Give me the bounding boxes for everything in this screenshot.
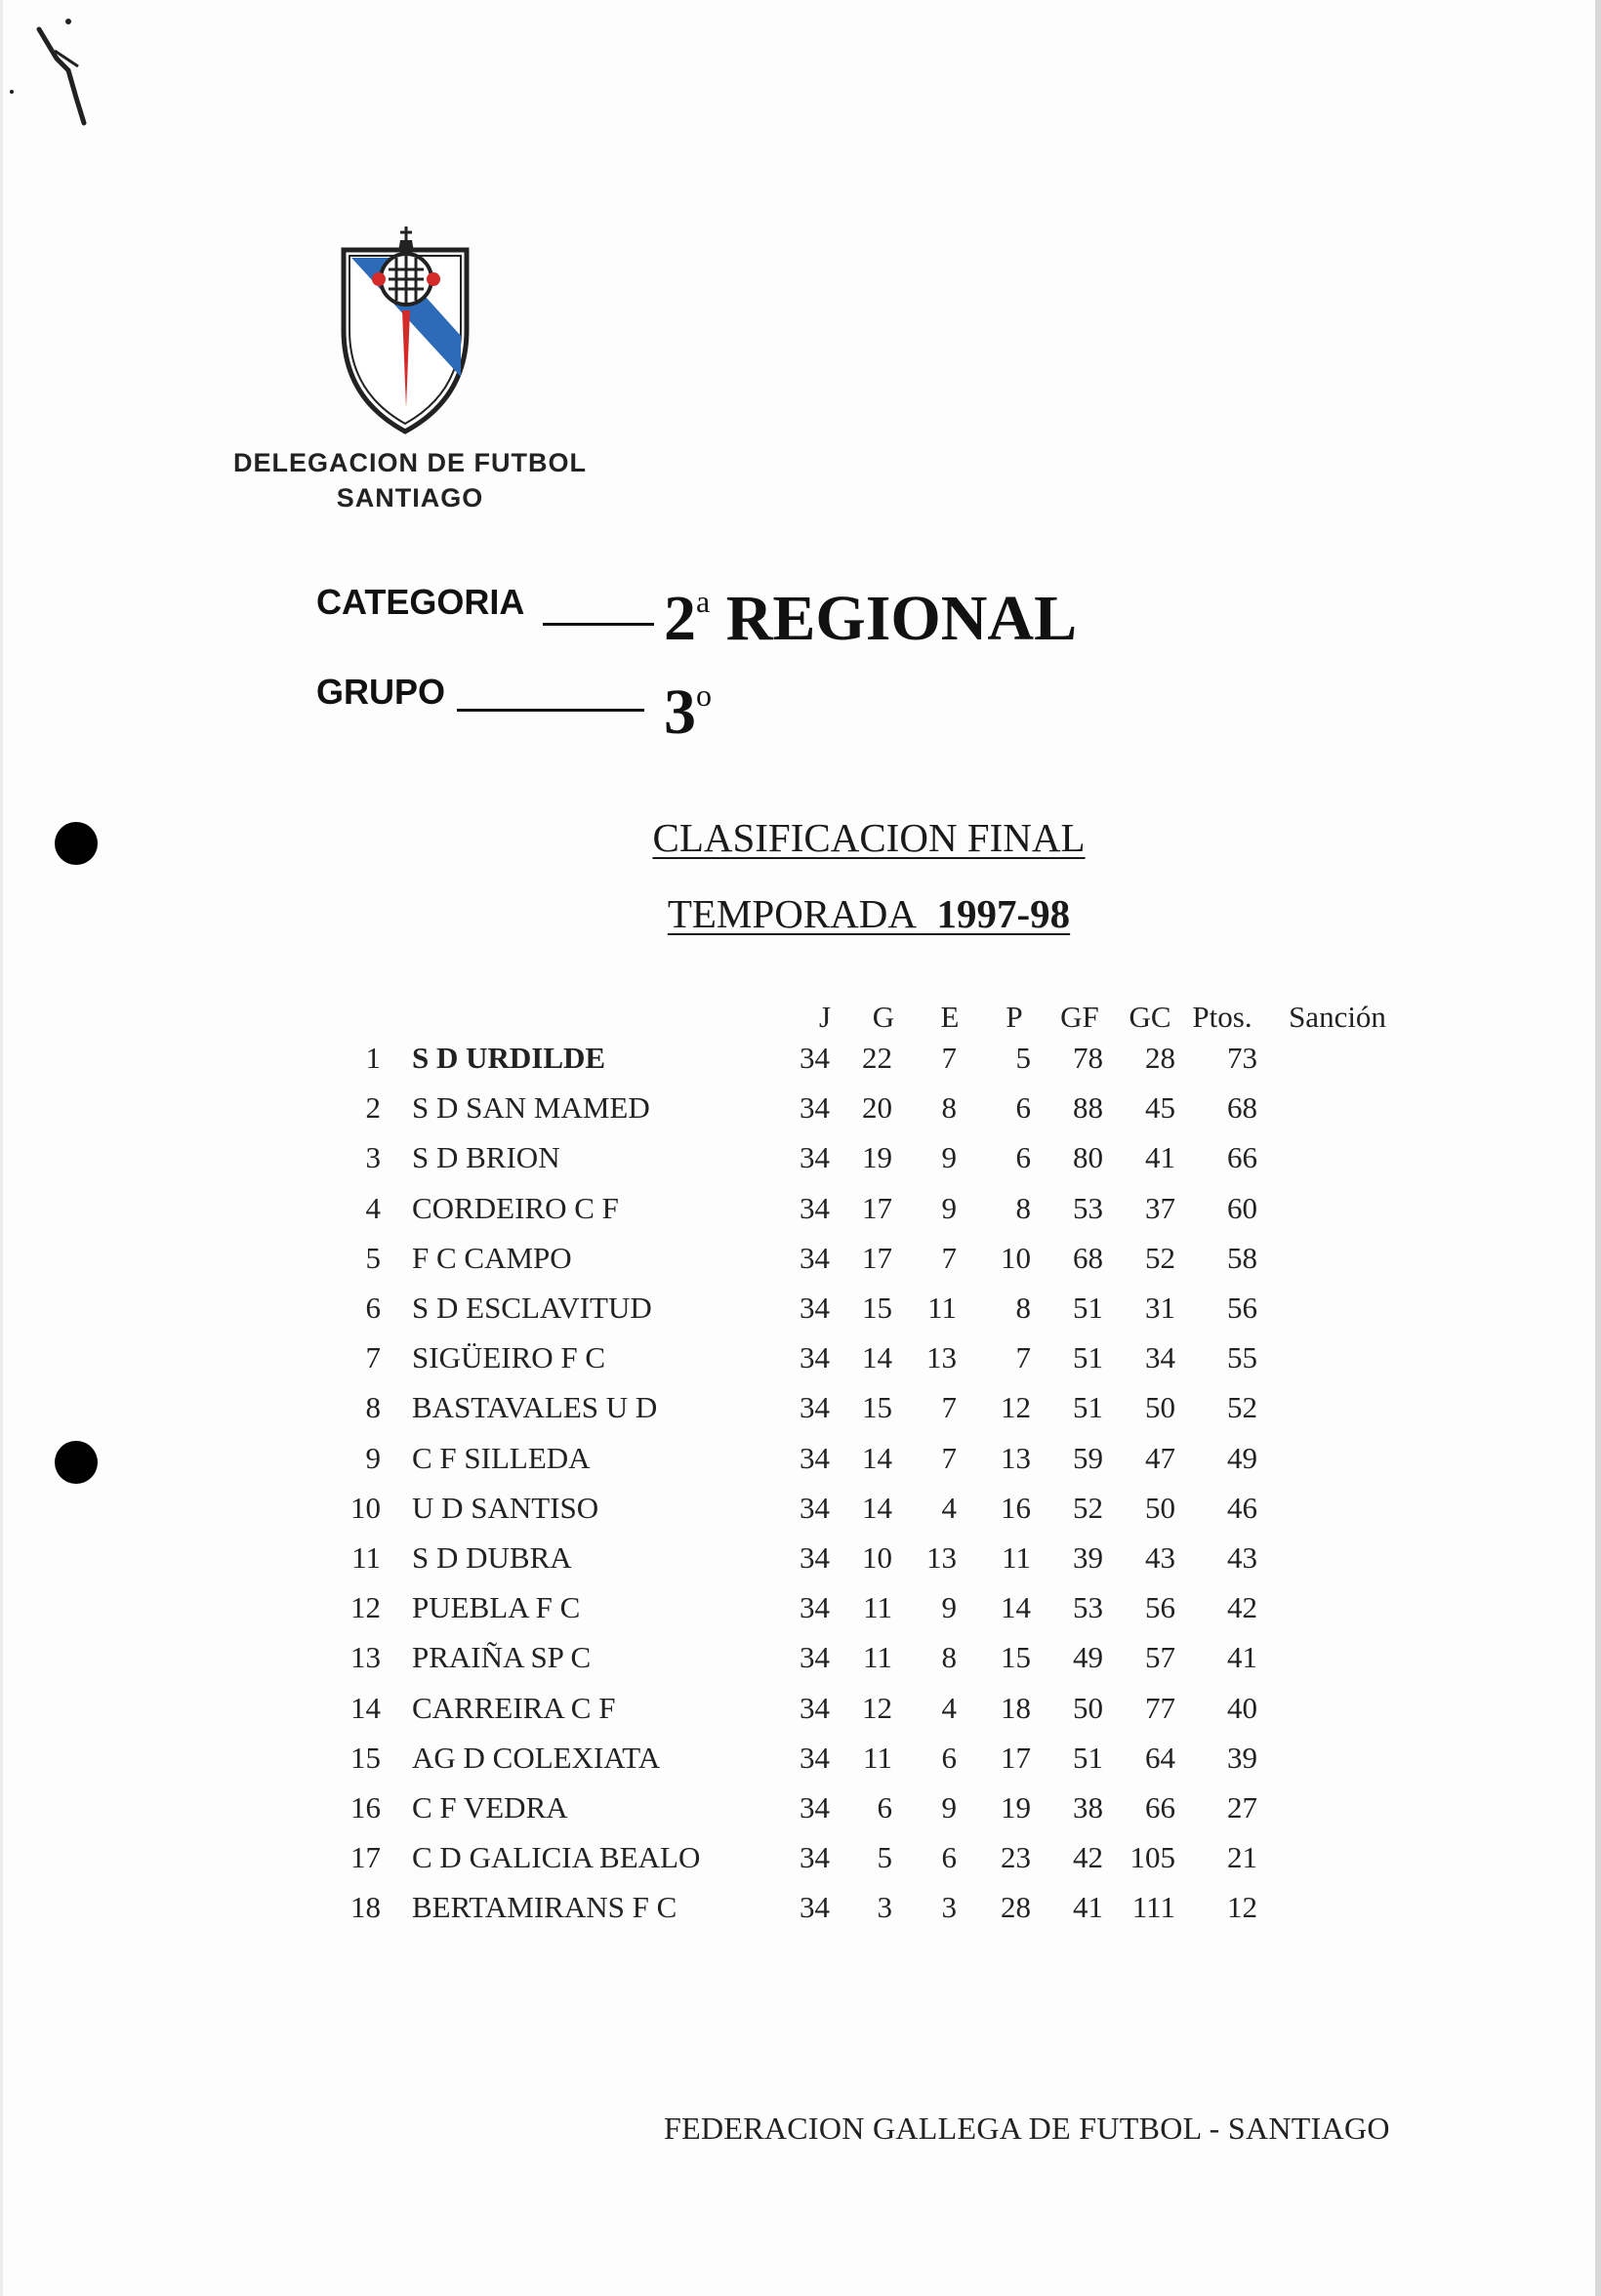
delegation-line-1: DELEGACION DE FUTBOL (233, 448, 587, 477)
cell-pos: 10 (350, 1490, 381, 1525)
col-header-g: G (872, 1000, 895, 1034)
table-row (0, 1790, 1601, 1840)
cell-gf: 51 (1073, 1740, 1103, 1775)
federation-crest-logo (332, 223, 478, 439)
cell-gf: 52 (1073, 1490, 1103, 1525)
cell-j: 34 (800, 1240, 830, 1275)
cell-pos: 4 (365, 1190, 381, 1225)
cell-e: 8 (941, 1640, 957, 1675)
cell-g: 20 (862, 1090, 892, 1126)
cell-e: 8 (941, 1090, 957, 1126)
categoria-underline (543, 623, 654, 626)
cell-j: 34 (800, 1690, 830, 1725)
table-row (0, 1390, 1601, 1440)
cell-gc: 31 (1145, 1291, 1175, 1325)
col-header-e: E (940, 1000, 960, 1034)
cell-team: CORDEIRO C F (412, 1190, 619, 1225)
cell-e: 4 (941, 1490, 957, 1525)
cell-e: 7 (941, 1440, 957, 1475)
cell-p: 11 (1002, 1540, 1031, 1575)
cell-gc: 34 (1145, 1340, 1175, 1375)
col-header-p: P (1006, 1000, 1023, 1034)
cell-pos: 9 (365, 1440, 381, 1475)
cell-pts: 49 (1227, 1440, 1257, 1475)
cell-j: 34 (800, 1490, 830, 1525)
cell-team: S D SAN MAMED (412, 1090, 650, 1126)
cell-team: PUEBLA F C (412, 1590, 581, 1625)
cell-e: 9 (941, 1190, 957, 1225)
cell-e: 4 (941, 1690, 957, 1725)
cell-p: 16 (1001, 1490, 1031, 1525)
cell-pos: 3 (365, 1140, 381, 1175)
col-header-gc: GC (1129, 1000, 1171, 1034)
cell-g: 11 (863, 1590, 892, 1625)
cell-j: 34 (800, 1640, 830, 1675)
table-row (0, 1241, 1601, 1291)
cell-p: 6 (1015, 1090, 1031, 1126)
cell-gf: 80 (1073, 1140, 1103, 1175)
cell-e: 9 (941, 1140, 957, 1175)
cell-pts: 58 (1227, 1240, 1257, 1275)
cell-e: 11 (927, 1291, 957, 1325)
cell-e: 9 (941, 1590, 957, 1625)
cell-pos: 14 (350, 1690, 381, 1725)
cell-gc: 50 (1145, 1390, 1175, 1425)
table-row (0, 1590, 1601, 1640)
cell-pts: 60 (1227, 1190, 1257, 1225)
cell-pts: 55 (1227, 1340, 1257, 1375)
title-text: CLASIFICACION FINAL (652, 815, 1086, 860)
categoria-text: REGIONAL (725, 583, 1078, 654)
cell-e: 7 (941, 1240, 957, 1275)
cell-gf: 53 (1073, 1590, 1103, 1625)
categoria-number: 2 (664, 583, 696, 654)
cell-p: 18 (1001, 1690, 1031, 1725)
table-row (0, 1191, 1601, 1241)
cell-g: 15 (862, 1291, 892, 1325)
cell-gf: 51 (1073, 1340, 1103, 1375)
delegation-line-2: SANTIAGO (336, 483, 484, 512)
cell-p: 8 (1015, 1291, 1031, 1325)
cell-p: 23 (1001, 1840, 1031, 1875)
table-row (0, 1090, 1601, 1140)
cell-g: 22 (862, 1041, 892, 1075)
cell-gf: 51 (1073, 1390, 1103, 1425)
cell-e: 13 (926, 1340, 957, 1375)
cell-g: 19 (862, 1140, 892, 1175)
cell-team: F C CAMPO (412, 1240, 572, 1275)
col-header-j: J (818, 1000, 832, 1034)
cell-g: 11 (863, 1640, 892, 1675)
table-row (0, 1291, 1601, 1340)
table-row (0, 1340, 1601, 1390)
cell-gc: 28 (1145, 1041, 1175, 1075)
cell-j: 34 (800, 1190, 830, 1225)
cell-pts: 56 (1227, 1291, 1257, 1325)
cell-pos: 7 (365, 1340, 381, 1375)
cell-gf: 88 (1073, 1090, 1103, 1126)
cell-team: C F SILLEDA (412, 1440, 591, 1475)
cell-g: 14 (862, 1440, 892, 1475)
cell-j: 34 (800, 1790, 830, 1824)
categoria-value (664, 582, 1077, 656)
cell-p: 19 (1001, 1790, 1031, 1824)
cell-j: 34 (800, 1540, 830, 1575)
cell-p: 10 (1001, 1240, 1031, 1275)
cell-p: 6 (1015, 1140, 1031, 1175)
cell-team: PRAIÑA SP C (412, 1640, 592, 1675)
cell-g: 14 (862, 1490, 892, 1525)
cell-p: 12 (1001, 1390, 1031, 1425)
season-value: 1997-98 (936, 891, 1071, 936)
delegation-name (205, 445, 615, 515)
cell-pts: 42 (1227, 1590, 1257, 1625)
cell-gc: 52 (1145, 1240, 1175, 1275)
table-row (0, 1540, 1601, 1590)
cell-j: 34 (800, 1890, 830, 1925)
cell-pos: 12 (350, 1590, 381, 1625)
cell-gc: 57 (1145, 1640, 1175, 1675)
cell-g: 3 (877, 1890, 892, 1925)
cell-e: 7 (941, 1390, 957, 1425)
cell-gc: 50 (1145, 1490, 1175, 1525)
cell-e: 13 (926, 1540, 957, 1575)
cell-gf: 50 (1073, 1690, 1103, 1725)
cell-pos: 15 (350, 1740, 381, 1775)
cell-team: C F VEDRA (412, 1790, 568, 1824)
cell-g: 17 (862, 1240, 892, 1275)
pen-mark (0, 10, 137, 146)
cell-p: 15 (1001, 1640, 1031, 1675)
cell-gf: 39 (1073, 1540, 1103, 1575)
table-row (0, 1441, 1601, 1491)
table-row (0, 1491, 1601, 1540)
col-header-gf: GF (1060, 1000, 1099, 1034)
cell-pos: 16 (350, 1790, 381, 1824)
cell-j: 34 (800, 1041, 830, 1075)
cell-g: 5 (877, 1840, 892, 1875)
cell-gc: 41 (1145, 1140, 1175, 1175)
cell-pos: 8 (365, 1390, 381, 1425)
cell-team: AG D COLEXIATA (412, 1740, 661, 1775)
cell-pts: 73 (1227, 1041, 1257, 1075)
cell-g: 12 (862, 1690, 892, 1725)
cell-team: CARREIRA C F (412, 1690, 616, 1725)
cell-g: 10 (862, 1540, 892, 1575)
cell-gc: 111 (1131, 1890, 1175, 1925)
cell-pts: 27 (1227, 1790, 1257, 1824)
table-row (0, 1041, 1601, 1090)
cell-pts: 46 (1227, 1490, 1257, 1525)
cell-team: U D SANTISO (412, 1490, 599, 1525)
cell-j: 34 (800, 1140, 830, 1175)
cell-j: 34 (800, 1590, 830, 1625)
cell-pos: 5 (365, 1240, 381, 1275)
cell-gc: 47 (1145, 1440, 1175, 1475)
grupo-number: 3 (664, 676, 696, 748)
table-row (0, 1640, 1601, 1690)
cell-pts: 41 (1227, 1640, 1257, 1675)
cell-gf: 38 (1073, 1790, 1103, 1824)
cell-gc: 105 (1129, 1840, 1175, 1875)
cell-e: 3 (941, 1890, 957, 1925)
cell-p: 5 (1015, 1041, 1031, 1075)
cell-gf: 78 (1073, 1041, 1103, 1075)
cell-gf: 51 (1073, 1291, 1103, 1325)
cell-j: 34 (800, 1840, 830, 1875)
cell-pts: 43 (1227, 1540, 1257, 1575)
col-header-sancion: Sanción (1289, 1000, 1386, 1034)
cell-e: 7 (941, 1041, 957, 1075)
grupo-label: GRUPO (316, 672, 446, 712)
cell-j: 34 (800, 1090, 830, 1126)
categoria-label: CATEGORIA (316, 582, 525, 622)
cell-pts: 52 (1227, 1390, 1257, 1425)
table-row (0, 1691, 1601, 1741)
cell-gf: 49 (1073, 1640, 1103, 1675)
footer: FEDERACION GALLEGA DE FUTBOL - SANTIAGO (664, 2111, 1390, 2146)
cell-j: 34 (800, 1440, 830, 1475)
cell-pos: 13 (350, 1640, 381, 1675)
cell-gf: 53 (1073, 1190, 1103, 1225)
table-row (0, 1890, 1601, 1940)
cell-p: 13 (1001, 1440, 1031, 1475)
cell-pts: 21 (1227, 1840, 1257, 1875)
cell-gc: 66 (1145, 1790, 1175, 1824)
categoria-ordinal: a (696, 584, 711, 619)
cell-pos: 18 (350, 1890, 381, 1925)
season (0, 890, 1601, 937)
cell-gc: 64 (1145, 1740, 1175, 1775)
cell-gf: 42 (1073, 1840, 1103, 1875)
cell-team: S D BRION (412, 1140, 560, 1175)
cell-gf: 59 (1073, 1440, 1103, 1475)
table-row (0, 1741, 1601, 1790)
cell-pts: 66 (1227, 1140, 1257, 1175)
cell-j: 34 (800, 1340, 830, 1375)
cell-pos: 6 (365, 1291, 381, 1325)
cell-g: 17 (862, 1190, 892, 1225)
cell-gc: 56 (1145, 1590, 1175, 1625)
cell-p: 8 (1015, 1190, 1031, 1225)
cell-gf: 41 (1073, 1890, 1103, 1925)
cell-p: 17 (1001, 1740, 1031, 1775)
cell-gc: 77 (1145, 1690, 1175, 1725)
cell-team: S D DUBRA (412, 1540, 572, 1575)
cell-pos: 2 (365, 1090, 381, 1126)
grupo-underline (457, 709, 644, 712)
table-row (0, 1140, 1601, 1190)
cell-pts: 12 (1227, 1890, 1257, 1925)
cell-gc: 43 (1145, 1540, 1175, 1575)
grupo-value (664, 676, 712, 750)
cell-team: S D URDILDE (412, 1041, 606, 1075)
cell-pts: 40 (1227, 1690, 1257, 1725)
cell-gc: 45 (1145, 1090, 1175, 1126)
grupo-ordinal: o (696, 677, 712, 713)
cell-p: 14 (1001, 1590, 1031, 1625)
cell-g: 11 (863, 1740, 892, 1775)
cell-pos: 17 (350, 1840, 381, 1875)
cell-team: C D GALICIA BEALO (412, 1840, 701, 1875)
col-header-ptos: Ptos. (1192, 1000, 1252, 1034)
cell-e: 9 (941, 1790, 957, 1824)
cell-j: 34 (800, 1740, 830, 1775)
cell-g: 6 (877, 1790, 892, 1824)
cell-e: 6 (941, 1840, 957, 1875)
cell-pts: 68 (1227, 1090, 1257, 1126)
cell-j: 34 (800, 1291, 830, 1325)
cell-team: SIGÜEIRO F C (412, 1340, 606, 1375)
cell-team: BASTAVALES U D (412, 1390, 658, 1425)
cell-pts: 39 (1227, 1740, 1257, 1775)
cell-j: 34 (800, 1390, 830, 1425)
season-label: TEMPORADA (667, 891, 917, 936)
cell-p: 28 (1001, 1890, 1031, 1925)
cell-g: 14 (862, 1340, 892, 1375)
cell-e: 6 (941, 1740, 957, 1775)
title (0, 814, 1601, 861)
cell-pos: 11 (351, 1540, 381, 1575)
cell-p: 7 (1015, 1340, 1031, 1375)
cell-gc: 37 (1145, 1190, 1175, 1225)
cell-g: 15 (862, 1390, 892, 1425)
cell-team: S D ESCLAVITUD (412, 1291, 652, 1325)
cell-gf: 68 (1073, 1240, 1103, 1275)
cell-pos: 1 (365, 1041, 381, 1075)
cell-team: BERTAMIRANS F C (412, 1890, 677, 1925)
table-row (0, 1840, 1601, 1890)
